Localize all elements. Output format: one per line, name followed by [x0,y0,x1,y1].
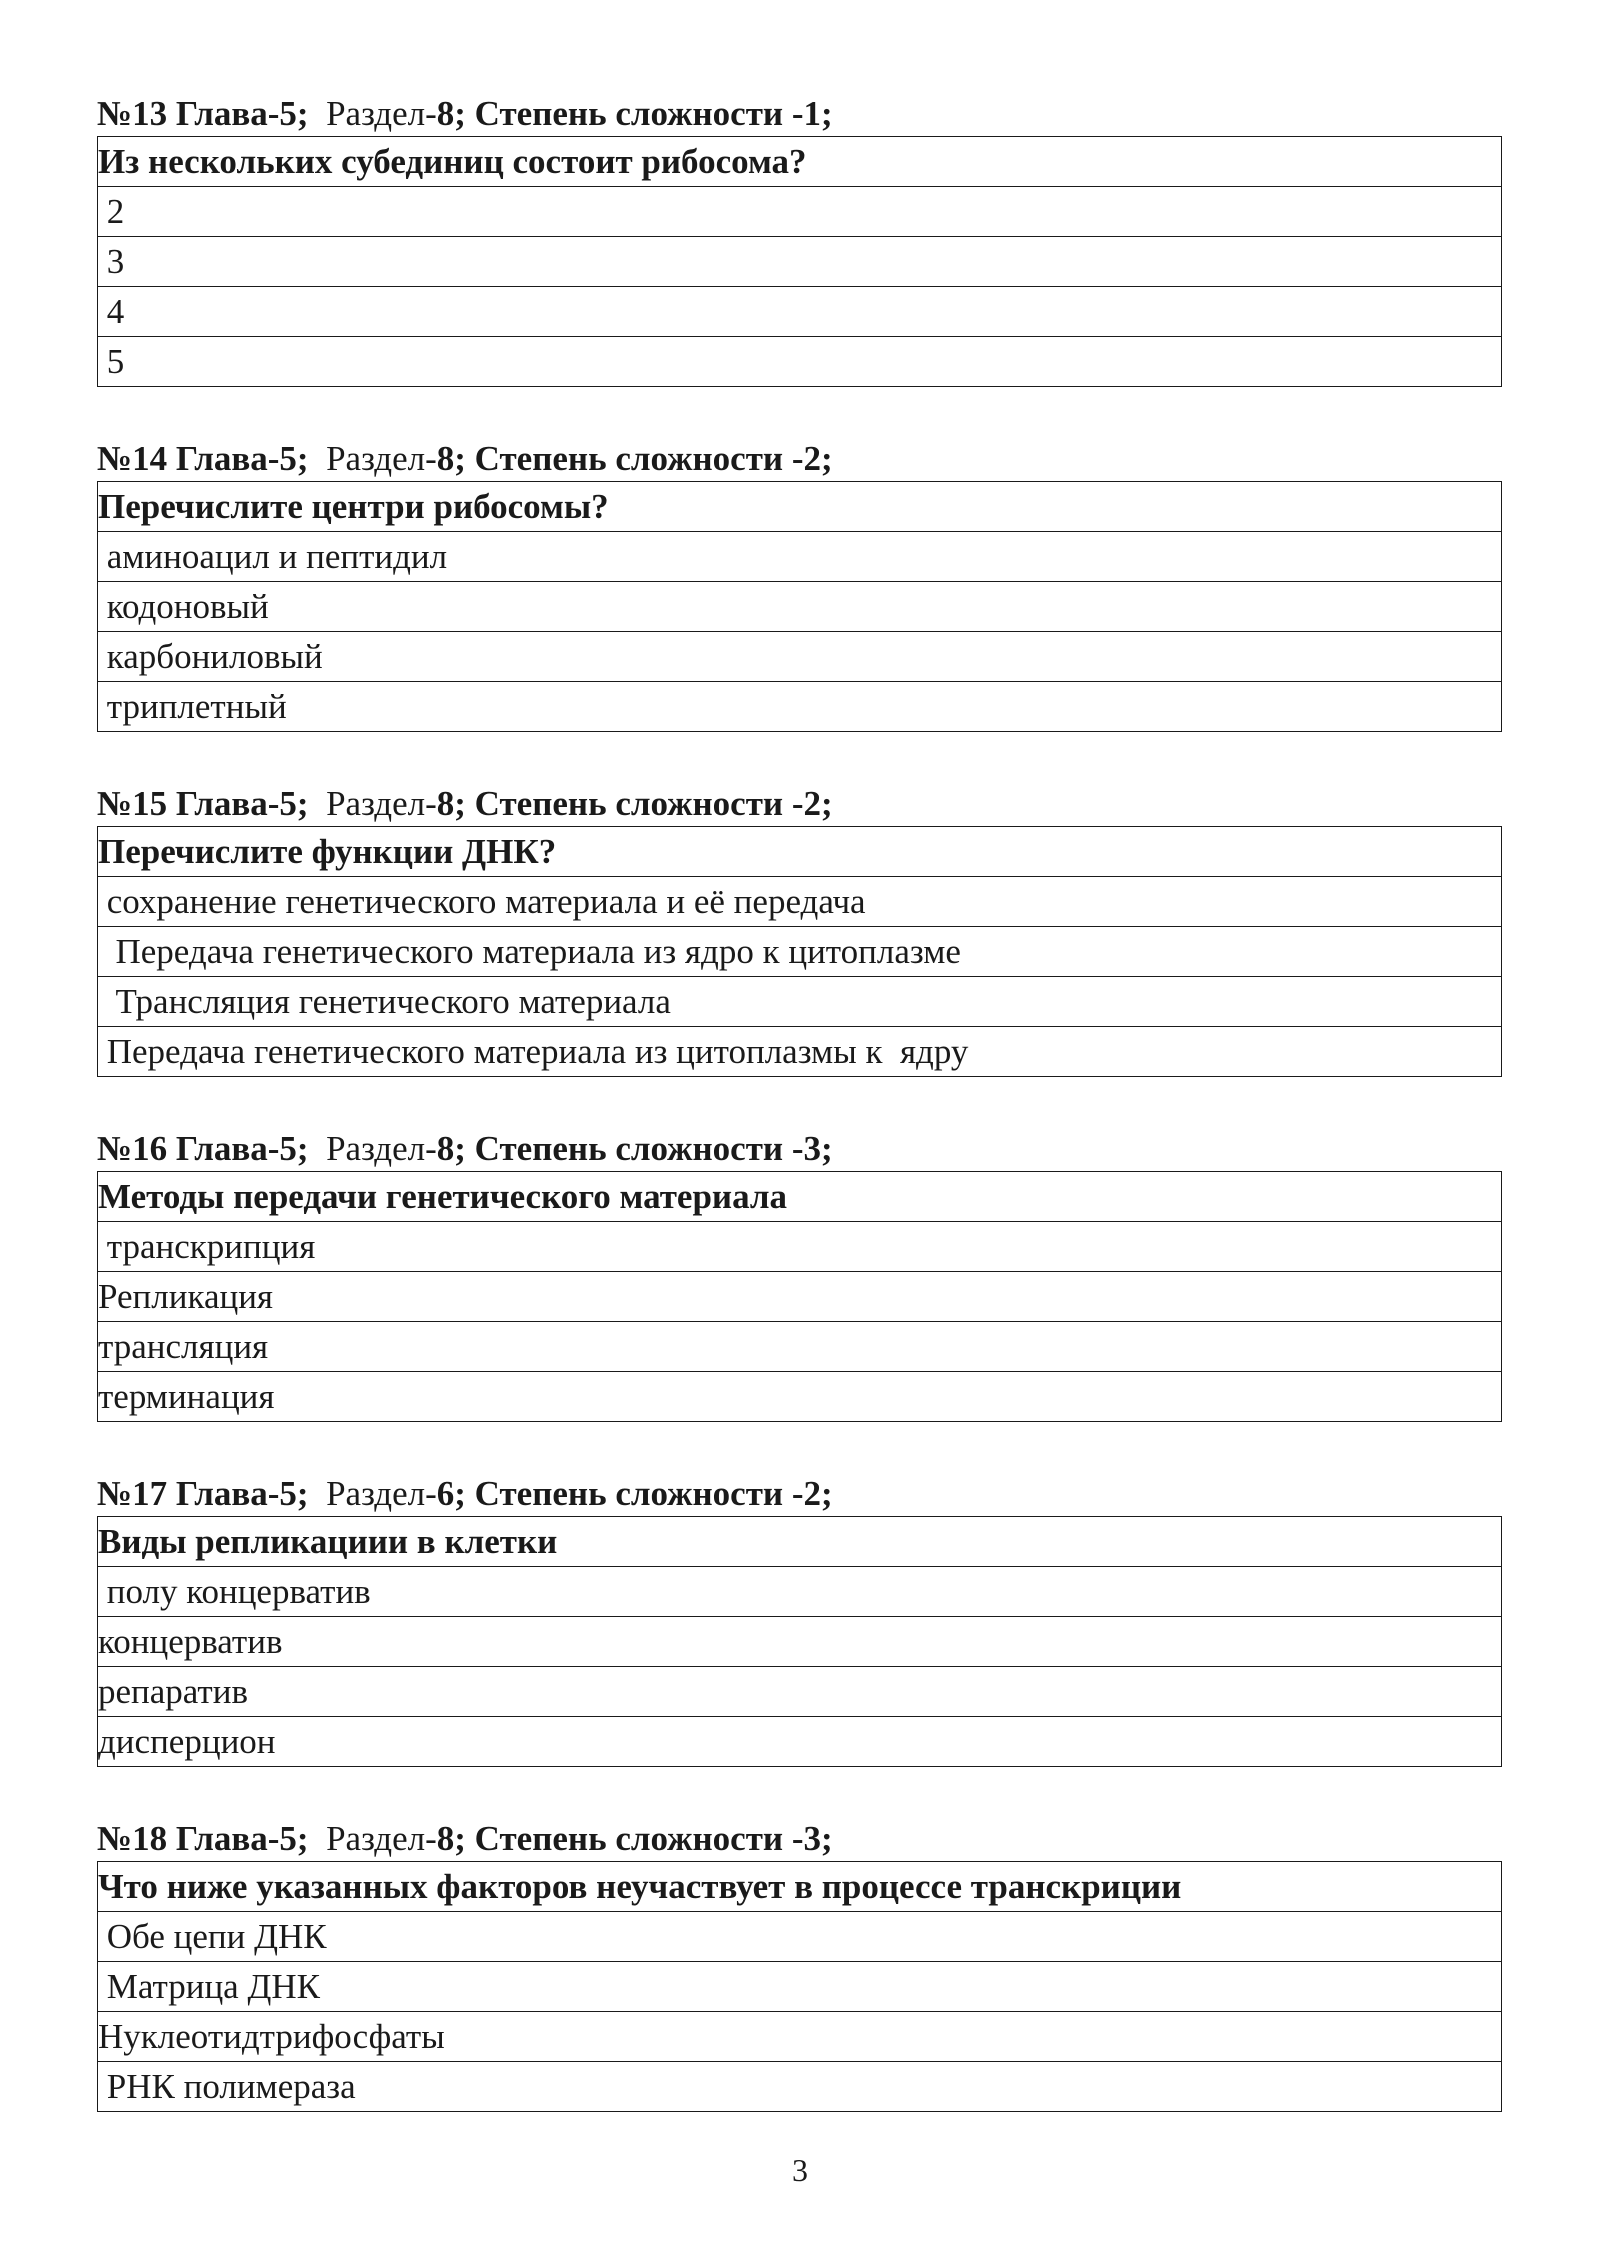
answer-row [98,1322,1502,1372]
answer-row [98,1617,1502,1667]
answer-option: Обе цепи ДНК [98,1912,1502,1962]
question-row [98,1172,1502,1222]
answer-option: Передача генетического материала из ядро к цитоплазме [98,927,1502,977]
answer-row [98,1372,1502,1422]
question-section-label: Раздел- [326,1474,437,1513]
answer-option: 4 [98,287,1502,337]
answer-row [98,237,1502,287]
question-section-difficulty: 8; Степень сложности -1; [436,94,833,133]
question-block [97,1819,1502,2112]
answer-row [98,1667,1502,1717]
answer-option: 3 [98,237,1502,287]
answer-row [98,337,1502,387]
question-row [98,1517,1502,1567]
question-number: №13 [97,94,168,133]
question-table [97,1171,1502,1422]
question-section-difficulty: 6; Степень сложности -2; [436,1474,833,1513]
question-row [98,1862,1502,1912]
answer-row [98,682,1502,732]
answer-option: Трансляция генетического материала [98,977,1502,1027]
answer-row [98,532,1502,582]
question-number: №18 [97,1819,168,1858]
answer-row [98,1272,1502,1322]
answer-row [98,1567,1502,1617]
question-chapter: Глава-5; [175,1474,309,1513]
question-section-difficulty: 8; Степень сложности -3; [436,1129,833,1168]
question-number: №16 [97,1129,168,1168]
answer-row [98,632,1502,682]
question-block [97,784,1502,1077]
answer-option: полу концерватив [98,1567,1502,1617]
question-text: Перечислите функции ДНК? [98,827,1502,877]
question-text: Методы передачи генетического материала [98,1172,1502,1222]
answer-option: аминоацил и пептидил [98,532,1502,582]
question-number: №15 [97,784,168,823]
answer-option: триплетный [98,682,1502,732]
answer-option: Нуклеотидтрифосфаты [98,2012,1502,2062]
question-chapter: Глава-5; [175,94,309,133]
question-table [97,1516,1502,1767]
answer-option: транскрипция [98,1222,1502,1272]
answer-row [98,1717,1502,1767]
question-text: Что ниже указанных факторов неучаствует в процессе транскриции [98,1862,1502,1912]
question-number: №14 [97,439,168,478]
question-block [97,1474,1502,1767]
question-chapter: Глава-5; [175,439,309,478]
answer-row [98,1027,1502,1077]
question-header [97,1129,1502,1169]
question-text: Перечислите центри рибосомы? [98,482,1502,532]
question-section-label: Раздел- [326,784,437,823]
question-section-label: Раздел- [326,439,437,478]
question-section-difficulty: 8; Степень сложности -3; [436,1819,833,1858]
question-chapter: Глава-5; [175,1129,309,1168]
answer-row [98,287,1502,337]
question-table [97,481,1502,732]
question-row [98,137,1502,187]
question-table [97,1861,1502,2112]
answer-option: сохранение генетического материала и её передача [98,877,1502,927]
question-header [97,1819,1502,1859]
answer-option: Передача генетического материала из цитоплазмы к ядру [98,1027,1502,1077]
question-number: №17 [97,1474,168,1513]
answer-option: концерватив [98,1617,1502,1667]
question-table [97,826,1502,1077]
question-block [97,1129,1502,1422]
answer-option: 2 [98,187,1502,237]
question-section-difficulty: 8; Степень сложности -2; [436,439,833,478]
answer-row [98,2012,1502,2062]
answer-row [98,977,1502,1027]
test-page [97,94,1502,2164]
answer-option: Репликация [98,1272,1502,1322]
question-section-label: Раздел- [326,94,437,133]
answer-option: Матрица ДНК [98,1962,1502,2012]
answer-option: терминация [98,1372,1502,1422]
answer-row [98,582,1502,632]
answer-row [98,877,1502,927]
question-row [98,827,1502,877]
question-section-label: Раздел- [326,1129,437,1168]
page-number: 3 [792,2152,808,2188]
answer-option: трансляция [98,1322,1502,1372]
question-table [97,136,1502,387]
answer-row [98,2062,1502,2112]
question-section-difficulty: 8; Степень сложности -2; [436,784,833,823]
question-text: Виды репликациии в клетки [98,1517,1502,1567]
answer-row [98,927,1502,977]
answer-option: карбониловый [98,632,1502,682]
answer-row [98,1962,1502,2012]
answer-option: 5 [98,337,1502,387]
question-chapter: Глава-5; [175,784,309,823]
answer-option: кодоновый [98,582,1502,632]
answer-option: дисперцион [98,1717,1502,1767]
question-block [97,94,1502,387]
question-header [97,1474,1502,1514]
question-row [98,482,1502,532]
question-section-label: Раздел- [326,1819,437,1858]
question-chapter: Глава-5; [175,1819,309,1858]
question-block [97,439,1502,732]
answer-row [98,1222,1502,1272]
question-header [97,784,1502,824]
question-header [97,94,1502,134]
question-text: Из нескольких субединиц состоит рибосома? [98,137,1502,187]
answer-row [98,187,1502,237]
question-header [97,439,1502,479]
answer-option: репаратив [98,1667,1502,1717]
answer-row [98,1912,1502,1962]
answer-option: РНК полимераза [98,2062,1502,2112]
